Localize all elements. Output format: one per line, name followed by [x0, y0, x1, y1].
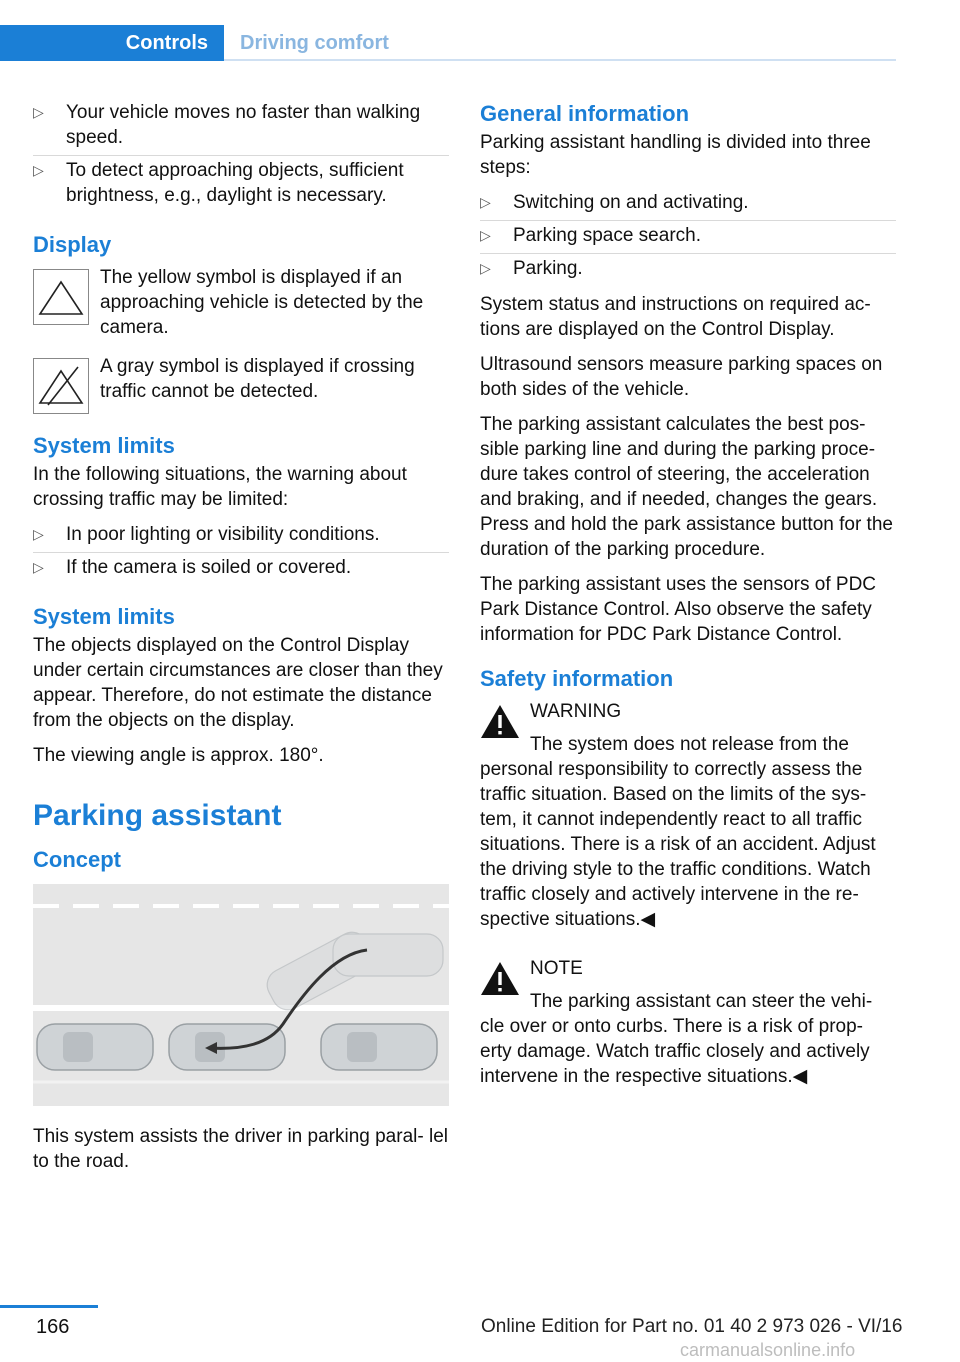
- list-item: ▷ Parking.: [480, 258, 583, 279]
- triangle-bullet-icon: ▷: [480, 227, 491, 243]
- system-limits-list: [33, 522, 449, 585]
- section-heading: Parking assistant: [33, 799, 282, 832]
- display-yellow-row: [33, 265, 449, 340]
- warning-icon: [480, 703, 520, 739]
- warning-label: WARNING: [530, 701, 622, 722]
- watermark: carmanualsonline.info: [680, 1340, 856, 1360]
- display-gray-row: [33, 354, 449, 414]
- triangle-bullet-icon: ▷: [480, 260, 491, 276]
- list-item: ▷ Your vehicle moves no faster than walking speed.: [33, 100, 449, 156]
- list-item: ▷ If the camera is soiled or covered.: [33, 557, 352, 578]
- steps-list: [480, 190, 896, 286]
- tab-driving-comfort[interactable]: Driving comfort: [240, 32, 389, 54]
- system-limits-2-heading: System limits: [33, 604, 175, 629]
- general-information-heading: General information: [480, 101, 690, 126]
- right-column: [480, 100, 896, 1103]
- triangle-bullet-icon: ▷: [33, 104, 44, 120]
- viewing-angle-text: The viewing angle is approx. 180°.: [33, 745, 324, 766]
- note-block: [480, 956, 896, 1089]
- warning-text: The system does not release from the personal responsibility to correctly assess the traffic situation. Based on the limits of the sys‐ tem, it cannot independently react to all traffic situations. There is a risk of an accident. Adjust the driving style to the traffic conditions. Watch traffic closely and actively intervene in the re‐ spective situations.◀: [480, 734, 876, 930]
- warning-block: [480, 699, 896, 932]
- safety-information-heading: Safety information: [480, 666, 674, 691]
- list-item: ▷ In poor lighting or visibility conditions.: [33, 522, 449, 553]
- list-item: ▷ Parking space search.: [480, 223, 896, 254]
- note-label: NOTE: [530, 958, 583, 979]
- display-yellow-text: The yellow symbol is displayed if an approaching vehicle is detected by the camera.: [100, 267, 424, 338]
- conditions-list: [33, 100, 449, 213]
- crossed-triangle-icon: [33, 358, 89, 414]
- general-intro: Parking assistant handling is divided into three steps:: [480, 132, 871, 178]
- general-p2: Ultrasound sensors measure parking spaces on both sides of the vehicle.: [480, 354, 883, 400]
- tab-controls[interactable]: Controls: [0, 25, 224, 61]
- edition-text: Online Edition for Part no. 01 40 2 973 026 - VI/16: [481, 1316, 903, 1337]
- concept-heading: Concept: [33, 847, 121, 872]
- header-divider: [224, 59, 896, 61]
- parking-illustration: [33, 884, 449, 1106]
- display-gray-text: A gray symbol is displayed if crossing traffic cannot be detected.: [100, 356, 415, 402]
- list-item: ▷ To detect approaching objects, sufficient brightness, e.g., daylight is necessary.: [33, 160, 404, 206]
- general-p1: System status and instructions on required ac‐ tions are displayed on the Control Display.: [480, 294, 871, 340]
- system-limits-2-text: The objects displayed on the Control Display under certain circumstances are closer than they appear. Therefore, do not estimate the distance from the objects on the display.: [33, 635, 443, 731]
- footer-accent-line: [0, 1305, 98, 1308]
- triangle-bullet-icon: ▷: [33, 526, 44, 542]
- list-item: ▷ Switching on and activating.: [480, 190, 896, 221]
- general-p3: The parking assistant calculates the best pos‐ sible parking line and during the parking proce‐ dure takes control of steering, the acceleration and braking, and if needed, changes the gears. Press and hold the park assistance button for the duration of the parking procedure.: [480, 414, 893, 560]
- display-heading: Display: [33, 232, 112, 257]
- general-p4: The parking assistant uses the sensors of PDC Park Distance Control. Also observe the safety information for PDC Park Distance Control.: [480, 574, 877, 645]
- note-text: The parking assistant can steer the vehi‐ cle over or onto curbs. There is a risk of prop‐ erty damage. Watch traffic closely and actively intervene in the respective situations.◀: [480, 991, 873, 1087]
- header-tabs: [0, 25, 896, 61]
- system-limits-intro: In the following situations, the warning about crossing traffic may be limited:: [33, 464, 407, 510]
- concept-text: This system assists the driver in parking paral‐ lel to the road.: [33, 1126, 448, 1172]
- warning-triangle-icon: [33, 269, 89, 325]
- left-column: [33, 100, 449, 1184]
- triangle-bullet-icon: ▷: [33, 162, 44, 178]
- triangle-bullet-icon: ▷: [33, 559, 44, 575]
- system-limits-heading: System limits: [33, 433, 175, 458]
- page-number: 166: [36, 1316, 70, 1338]
- note-warning-icon: [480, 960, 520, 996]
- triangle-bullet-icon: ▷: [480, 194, 491, 210]
